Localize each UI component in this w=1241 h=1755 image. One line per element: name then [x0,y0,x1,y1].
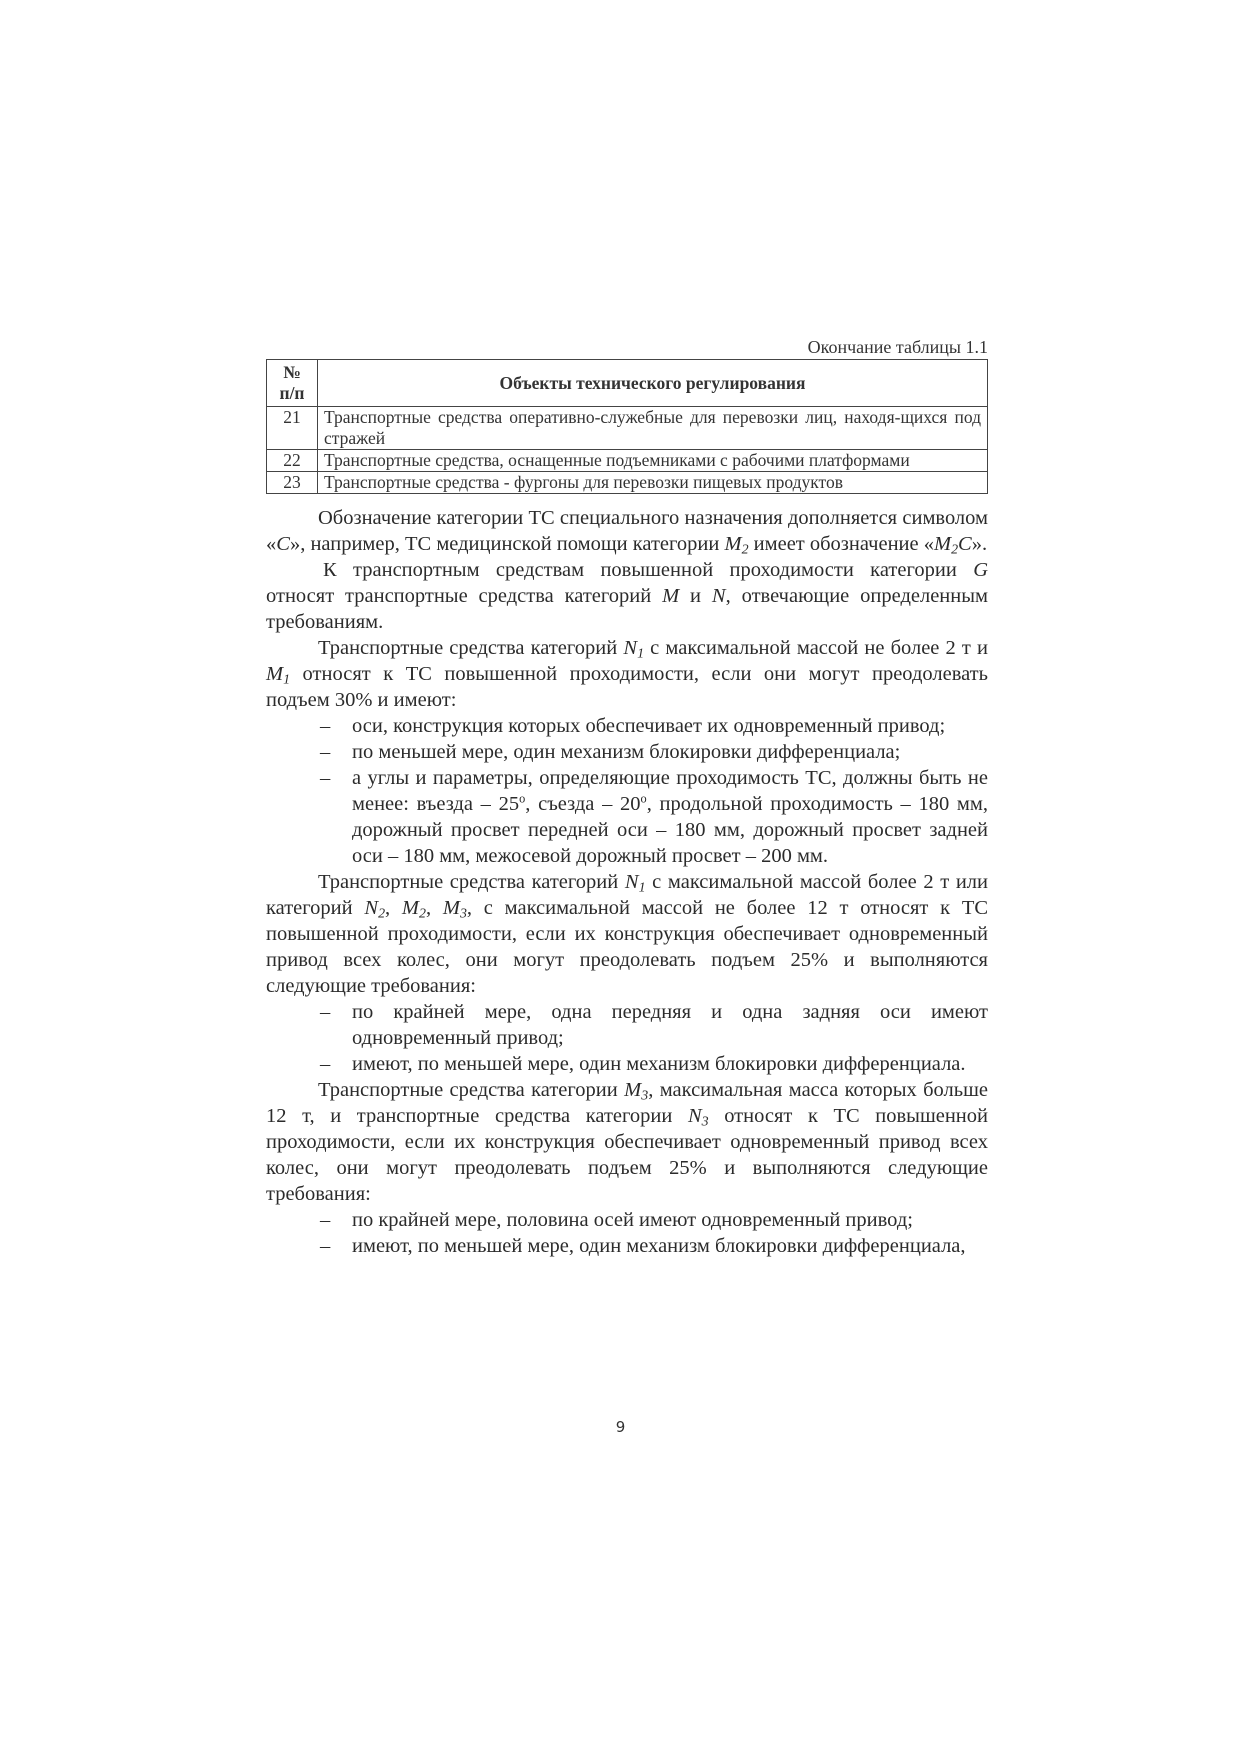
category-subscript: 1 [638,880,646,896]
header-number-symbol: № [283,362,301,382]
category-subscript: 3 [641,1088,649,1104]
text-run: имеет обозначение « [748,533,934,555]
paragraph-n1-n2-m2-m3 [266,869,988,999]
list-item [320,713,988,739]
row-description: Транспортные средства оперативно-служебные для перевозки лиц, находя-щихся под стражей [318,407,988,450]
text-run: , [425,897,443,919]
category-symbol: M [624,1079,642,1101]
row-description: Транспортные средства - фургоны для перевозки пищевых продуктов [318,472,988,494]
dash-bullet: – [320,715,331,737]
header-number-cell [267,360,318,407]
text-run: Транспортные средства категорий [318,871,625,893]
text-run: », например, ТС медицинской помощи категории [289,533,725,555]
category-subscript: 3 [459,906,467,922]
symbol-c: C [958,533,972,555]
list-item-text: по крайней мере, одна передняя и одна задняя оси имеют одновременный привод; [352,1001,988,1049]
category-subscript: 2 [741,542,749,558]
text-run: относят транспортные средства категорий [266,585,663,607]
symbol-c: C [276,533,290,555]
requirements-list-1 [266,713,988,869]
list-item [320,739,988,765]
degree-mark: о [519,791,526,806]
dash-bullet: – [320,1001,331,1023]
text-run: , с максимальной массой не более 12 т относят к ТС повышенной проходимости, если их конструкция обеспечивает одновременный привод всех колес, они могут преодолевать подъем 25% и выполняются следующие требования: [266,897,989,997]
category-symbol: M [401,897,419,919]
text-run: К транспортным средствам повышенной проходимости категории [323,559,974,581]
list-item-text: имеют, по меньшей мере, один механизм блокировки дифференциала. [352,1053,966,1075]
category-subscript: 1 [283,672,291,688]
category-symbol: M [933,533,952,555]
dash-bullet: – [320,741,331,763]
category-subscript: 2 [378,906,386,922]
list-item [320,999,988,1051]
text-run: , отвечающие определенным требованиям. [266,585,988,633]
table-caption: Окончание таблицы 1.1 [807,337,988,357]
objects-table [266,359,988,494]
text-run: , [385,897,402,919]
list-item [320,1051,988,1077]
text-run: и [679,585,712,607]
category-symbol: M [662,585,680,607]
list-item-text: имеют, по меньшей мере, один механизм блокировки дифференциала, [352,1235,966,1257]
category-subscript: 3 [701,1114,709,1130]
table-row [267,450,988,472]
table-header-row [267,360,988,407]
list-item-text: по меньшей мере, один механизм блокировки дифференциала; [352,741,901,763]
category-subscript: 2 [951,542,959,558]
header-objects-cell: Объекты технического регулирования [318,360,988,407]
body-text [266,505,988,1259]
row-number: 21 [267,407,318,450]
document-page [266,336,988,1259]
requirements-list-2 [266,999,988,1077]
row-description: Транспортные средства, оснащенные подъемниками с рабочими платформами [318,450,988,472]
list-item [320,1207,988,1233]
category-symbol: N [624,871,639,893]
category-symbol: M [442,897,460,919]
header-number-abbrev: п/п [279,383,305,403]
degree-mark: о [640,791,647,806]
row-number: 22 [267,450,318,472]
list-item-text: а углы и параметры, определяющие проходимость ТС, должны быть не менее: въезда – 25 [352,767,988,815]
dash-bullet: – [320,1053,331,1075]
text-run: Транспортные средства категории [318,1079,625,1101]
list-item [320,1233,988,1259]
list-item-text: по крайней мере, половина осей имеют одновременный привод; [352,1209,913,1231]
text-run: ». [971,533,988,555]
text-run: , максимальная масса которых больше 12 т, и транспортные средства категории [266,1079,988,1127]
category-symbol: M [724,533,742,555]
list-item-text: оси, конструкция которых обеспечивает их одновременный привод; [352,715,946,737]
row-number: 23 [267,472,318,494]
requirements-list-3 [266,1207,988,1259]
table-row [267,472,988,494]
page-number: 9 [615,1418,626,1436]
list-item-text: , съезда – 20 [525,793,641,815]
category-symbol: N [687,1105,702,1127]
paragraph-special-purpose [266,505,988,557]
table-row [267,407,988,450]
category-symbol: M [266,663,284,685]
paragraph-category-g [266,557,988,635]
list-item-text: , продольной проходимость – 180 мм, дорожный просвет передней оси – 180 мм, дорожный просвет задней оси – 180 мм, межосевой дорожный просвет – 200 мм. [352,793,989,867]
category-subscript: 1 [637,646,645,662]
list-item [320,765,989,869]
category-symbol: G [973,559,988,581]
category-symbol: N [364,897,379,919]
text-run: Транспортные средства категорий [318,637,624,659]
paragraph-n1-m1 [266,635,988,713]
dash-bullet: – [320,1235,331,1257]
text-run: относят к ТС повышенной проходимости, если их конструкция обеспечивает одновременный привод всех колес, они могут преодолевать подъем 25% и выполняются следующие требования: [266,1105,988,1205]
paragraph-m3-n3 [266,1077,988,1207]
text-run: Обозначение категории ТС специального назначения дополняется символом « [266,507,988,555]
text-run: с максимальной массой не более 2 т и [644,637,989,659]
category-symbol: N [623,637,638,659]
text-run: относят к ТС повышенной проходимости, если они могут преодолевать подъем 30% и имеют: [266,663,988,711]
category-symbol: N [711,585,726,607]
category-subscript: 2 [419,906,426,922]
dash-bullet: – [320,767,331,789]
dash-bullet: – [320,1209,331,1231]
text-run: с максимальной массой более 2 т или категорий [266,871,989,919]
